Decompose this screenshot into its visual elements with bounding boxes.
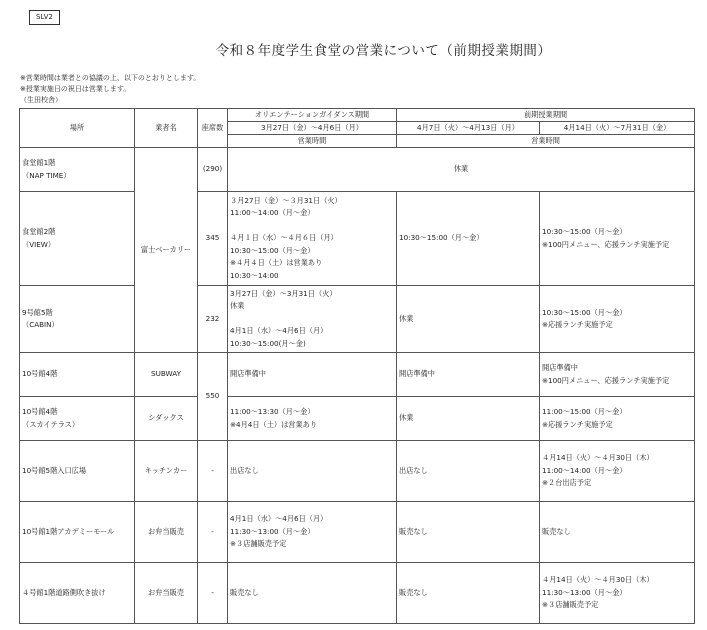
schedule-table bbox=[19, 108, 695, 624]
period-a-cell: 販売なし bbox=[397, 502, 540, 563]
period-b-cell: ４月14日（火）～４月30日（木） 11:00～14:00（月～金） ※２台出店予定 bbox=[540, 441, 695, 502]
period-b-cell: ４月14日（火）～４月30日（木） 11:30～13:00（月～金） ※３店舗販売予定 bbox=[540, 563, 695, 624]
period-a-cell: 販売なし bbox=[397, 563, 540, 624]
document-code-tag: SLV2 bbox=[29, 10, 60, 25]
table-row bbox=[20, 441, 695, 502]
table-row bbox=[20, 286, 695, 353]
header-seats: 座席数 bbox=[198, 109, 228, 148]
period-b-cell: 10:30～15:00（月～金） ※応援ランチ実施予定 bbox=[540, 286, 695, 353]
orientation-cell: 11:00～13:30（月～金） ※4月4日（土）は営業あり bbox=[228, 397, 397, 441]
header-place: 場所 bbox=[20, 109, 135, 148]
seats-cell: (290) bbox=[198, 148, 228, 192]
header-orientation-period: オリエンテーションガイダンス期間 bbox=[228, 109, 397, 122]
place-cell: 食堂館1階 （NAP TIME） bbox=[20, 148, 135, 192]
seats-cell: 550 bbox=[198, 353, 228, 441]
period-b-cell: 開店準備中 ※100円メニュー、応援ランチ実施予定 bbox=[540, 353, 695, 397]
orientation-cell: 販売なし bbox=[228, 563, 397, 624]
table-row bbox=[20, 192, 695, 286]
header-period-b: 4月14日（火）～7月31日（金） bbox=[540, 122, 695, 135]
header-vendor: 業者名 bbox=[135, 109, 198, 148]
seats-cell: 345 bbox=[198, 192, 228, 286]
table-row bbox=[20, 502, 695, 563]
orientation-cell: 3月27日（金）～3月31日（火） 休業 4月1日（水）～4月6日（月） 10:30～15:00(月～金) bbox=[228, 286, 397, 353]
period-b-cell: 販売なし bbox=[540, 502, 695, 563]
page-title: 令和８年度学生食堂の営業について（前期授業期間） bbox=[215, 43, 552, 59]
seats-cell: - bbox=[198, 502, 228, 563]
period-a-cell: 出店なし bbox=[397, 441, 540, 502]
note-line: ※授業実施日の祝日は営業します。 bbox=[20, 85, 131, 93]
orientation-cell: ３月27日（金）～３月31日（火） 11:00～14:00（月～金） ４月１日（水）～４月６日（月） 10:30～15:00（月～金） ※４月４日（土）は営業あり 10:30～14:00 bbox=[228, 192, 397, 286]
note-line: （生田校舎） bbox=[20, 96, 62, 104]
place-cell: 10号館5階入口広場 bbox=[20, 441, 135, 502]
place-cell: 10号館1階アカデミーモール bbox=[20, 502, 135, 563]
notes bbox=[20, 73, 200, 106]
orientation-cell: 開店準備中 bbox=[228, 353, 397, 397]
vendor-cell: お弁当販売 bbox=[135, 502, 198, 563]
period-a-cell: 休業 bbox=[397, 397, 540, 441]
table-row bbox=[20, 353, 695, 397]
seats-cell: 232 bbox=[198, 286, 228, 353]
period-b-cell: 10:30～15:00（月～金） ※100円メニュー、応援ランチ実施予定 bbox=[540, 192, 695, 286]
header-orientation-dates: 3月27日（金）～4月6日（月） bbox=[228, 122, 397, 135]
header-hours: 営業時間 bbox=[228, 135, 397, 148]
header-first-term: 前期授業期間 bbox=[397, 109, 695, 122]
vendor-cell: 富士ベーカリー bbox=[135, 148, 198, 353]
orientation-cell: 4月1日（水）～4月6日（月） 11:30～13:00（月～金） ※３店舗販売予定 bbox=[228, 502, 397, 563]
period-a-cell: 開店準備中 bbox=[397, 353, 540, 397]
period-a-cell: 休業 bbox=[397, 286, 540, 353]
table-row bbox=[20, 148, 695, 192]
vendor-cell: シダックス bbox=[135, 397, 198, 441]
vendor-cell: SUBWAY bbox=[135, 353, 198, 397]
period-b-cell: 11:00～15:00（月～金） ※応援ランチ実施予定 bbox=[540, 397, 695, 441]
seats-cell: - bbox=[198, 441, 228, 502]
place-cell: 10号館4階 bbox=[20, 353, 135, 397]
period-a-cell: 10:30～15:00（月～金） bbox=[397, 192, 540, 286]
vendor-cell: キッチンカー bbox=[135, 441, 198, 502]
vendor-cell: お弁当販売 bbox=[135, 563, 198, 624]
place-cell: ４号館1階道路側吹き抜け bbox=[20, 563, 135, 624]
header-period-a: 4月7日（火）～4月13日（月） bbox=[397, 122, 540, 135]
note-line: ※営業時間は業者との協議の上、以下のとおりとします。 bbox=[20, 74, 201, 82]
header-hours: 営業時間 bbox=[397, 135, 695, 148]
place-cell: 9号館5階 （CABIN） bbox=[20, 286, 135, 353]
seats-cell: - bbox=[198, 563, 228, 624]
closed-cell: 休業 bbox=[228, 148, 695, 192]
table-row bbox=[20, 563, 695, 624]
orientation-cell: 出店なし bbox=[228, 441, 397, 502]
place-cell: 食堂館2階 （VIEW） bbox=[20, 192, 135, 286]
table-row bbox=[20, 397, 695, 441]
place-cell: 10号館4階 （スカイテラス） bbox=[20, 397, 135, 441]
